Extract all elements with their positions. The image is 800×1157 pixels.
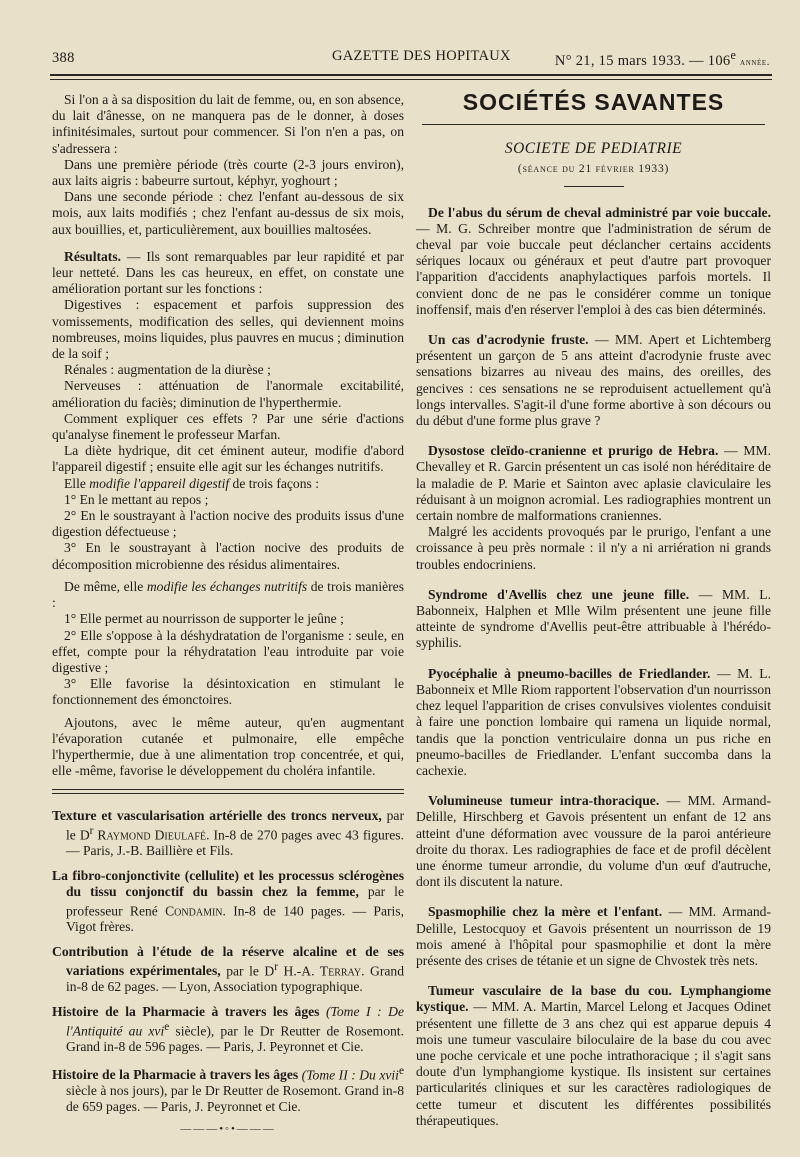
issue-text: N° 21, 15 mars 1933. — 106 [554, 52, 731, 69]
paragraph: 1° Elle permet au nourrisson de supporter le jeûne ; [64, 611, 344, 627]
ornament: ———•◦•——— [180, 1122, 276, 1135]
paragraph: 2° En le soustrayant à l'action nocive des produits issus d'une digestion défectueuse ; [52, 508, 404, 540]
biblio-text: (Tome I : De l'Antiquité au xvi [66, 1003, 404, 1039]
report-item [416, 524, 771, 573]
right-column [416, 89, 772, 1129]
biblio-text: . In-8 de 270 pages avec 43 figures. — Paris, J.-B. Baillière et Fils. [66, 827, 404, 859]
paragraph: Dans une seconde période : chez l'enfant au-dessous de six mois, aux laits modifiés ; chez l'enfant au-dessus de six mois, aux bouillies, et, particulièrement, aux bouillies maltosées. [52, 189, 404, 237]
biblio-title: Texture et vascularisation artérielle des troncs nerveux, [52, 808, 382, 824]
paragraph-text: — Ils sont remarquables par leur rapidité et par leur netteté. Dans les cas heureux, en effet, on constate une amélioration portant sur les fonctions : [52, 248, 404, 297]
biblio-author: H.-A. Terray [278, 963, 362, 979]
text-span: Elle [64, 475, 90, 491]
biblio-entry [52, 1004, 404, 1055]
seance-date: (séance du 21 février 1933) [517, 163, 670, 176]
biblio-text: . Grand in-8 de 596 pages. — Paris, J. Peyronnet et Cie. [66, 1023, 404, 1055]
biblio-title: Histoire de la Pharmacie à travers les âges [52, 1003, 320, 1019]
biblio-text: par le D [66, 808, 404, 843]
section-title: SOCIÉTÉS SAVANTES [462, 89, 725, 115]
report-title: Un cas d'acrodynie fruste. [428, 332, 589, 348]
section-divider [52, 789, 404, 794]
report-title: Dysostose cleïdo-cranienne et prurigo de Hebra. [428, 443, 719, 459]
text-span: de trois façons : [229, 475, 319, 491]
biblio-text: (Tome II : Du xvii [298, 1067, 399, 1083]
bibliography [52, 808, 404, 1114]
paragraph: Si l'on a à sa disposition du lait de femme, ou, en son absence, du lait d'ânesse, on ne manquera pas de le donner, à doses infinitésimales, surtout pour commencer. Si l'on n'en a pas, on s'adressera : [52, 92, 404, 156]
report-text: — MM. Armand-Delille, Hirschberg et Gavois présentent un enfant de 12 ans atteint d'une déformation avec voussure de la paroi antérieure droite du thorax. Les radiographies de face et de profil décèlent une énorme tumeur arrondie, du volume d'un œuf d'autruche, dont ils discutent la nature. [416, 793, 772, 890]
biblio-text: . In-8 de 140 pages. — Paris, Vigot frères. [66, 903, 404, 935]
issue-info [555, 48, 770, 70]
paragraph: 2° Elle s'oppose à la déshydratation de l'organisme : seule, en effet, compte pour la réhydratation l'eau introduite par voie digestive ; [52, 627, 404, 675]
report-title: Tumeur vasculaire de la base du cou. Lymphangiome kystique. [416, 983, 771, 1015]
paragraph: Comment expliquer ces effets ? Par une série d'actions qu'analyse finement le professeur Marfan. [52, 410, 404, 443]
section-rule [422, 124, 765, 125]
report-text: Malgré les accidents provoqués par le prurigo, l'enfant a une croissance à peu près normale : il n'y a ni arriération ni grands troubles endocriniens. [416, 524, 771, 572]
report-title: Spasmophilie chez la mère et l'enfant. [428, 904, 663, 920]
paragraph: Ajoutons, avec le même auteur, qu'en augmentant l'évaporation cutanée et pulmonaire, elle empêche l'hyperthermie, due à une alimentation trop concentrée, et qui, elle -même, favorise le développement du choléra infantile. [52, 714, 404, 779]
paragraph-lead: Résultats. [64, 248, 122, 264]
biblio-title: Histoire de la Pharmacie à travers les âges [52, 1067, 299, 1083]
header-rule [50, 74, 772, 76]
biblio-text: par le D [220, 963, 275, 979]
paragraph [52, 249, 404, 298]
paragraph: La diète hydrique, dit cet éminent auteur, modifie d'abord l'appareil digestif ; ensuite elle agit sur les échanges nutritifs. [52, 443, 404, 475]
biblio-author: Raymond Dieulafé [93, 827, 207, 843]
biblio-entry [52, 1064, 404, 1115]
biblio-sup: e [398, 1064, 404, 1077]
report-item [416, 443, 771, 524]
biblio-sup: e [164, 1020, 170, 1033]
paragraph: Dans une première période (très courte (2-3 jours environ), aux laits aigris : babeurre surtout, képhyr, yoghourt ; [52, 156, 404, 189]
paragraph [52, 476, 404, 492]
italic-span: modifie l'appareil digestif [89, 475, 230, 491]
report-text: — MM. A. Martin, Marcel Lelong et Jacques Odinet présentent une fillette de 3 ans chez qui est apparue depuis 4 mois une tumeur vasculaire biloculaire de la base du cou avec une poche cervicale et une poche intrathoracique ; il s'agit sans doute d'un lymphangiome kystique. Ils insistent sur certaines particularités cliniques et sur les caractères radiologiques de cette tumeur et discutent les différentes possibilités thérapeutiques. [416, 999, 771, 1128]
report-item [416, 205, 771, 318]
biblio-sup: r [89, 825, 94, 838]
report-text: — M. L. Babonneix et Mlle Riom rapportent l'observation d'un nourrisson chez lequel l'apparition de crises convulsives violentes conduisit à faire une ponction lombaire qui ramena un liquide normal, tandis que la ponction ventriculaire donna un pus riche en pneumo-bacilles de Friedlander. L'enfant succomba dans la cachexie. [416, 665, 771, 778]
report-text: — MM. Apert et Lichtemberg présentent un garçon de 5 ans atteint d'acrodynie fruste avec sensations bizarres au niveau des mains, des oreilles, des gencives : ces sensations ne se reproduisent actuellement qu'à longs intervalles. S'agit-il d'une forme abortive à son décours ou du début d'une forme plus grave ? [416, 332, 771, 429]
page-header [50, 48, 770, 70]
biblio-text: . Grand in-8 de 659 pages. — Paris, J. Peyronnet et Cie. [66, 1083, 404, 1114]
paragraph: 3° En le soustrayant à l'action nocive des produits de décomposition microbienne des résidus alimentaires. [52, 540, 404, 572]
report-title: De l'abus du sérum de cheval administré par voie buccale. [428, 204, 771, 220]
paragraph: Nerveuses : atténuation de l'anormale excitabilité, amélioration du faciès; diminution de l'hyperthermie. [52, 378, 404, 410]
biblio-entry [52, 868, 404, 935]
biblio-author: siècle à nos jours), par le Dr Reutter de Rosemont [66, 1083, 338, 1099]
report-title: Pyocéphalie à pneumo-bacilles de Friedlander. [428, 665, 711, 681]
text-span: de trois manières : [52, 578, 404, 611]
report-text: — MM. L. Babonneix, Halphen et Mlle Wilm présentent une jeune fille atteinte de syndrome d'Avellis peut-être attribuable à l'hérédo-syphilis. [416, 586, 771, 651]
report-text: — MM. Armand-Delille, Lestocquoy et Gavois présentent un nourrisson de 19 mois amené à l'hôpital pour spasmophilie et dont la mère présente des crises de tétanie et un signe de Chvostek très nets. [416, 904, 771, 968]
report-item [416, 666, 771, 779]
report-text: — MM. Chevalley et R. Garcin présentent un cas isolé non héréditaire de la maladie de P. Marie et Sainton avec aplasie claviculaire les réduisant à un moignon acromial. Les radiographies montrent un certain nombre de malformations craniennes. [416, 443, 771, 524]
society-title: SOCIETE DE PEDIATRIE [504, 140, 683, 158]
report-title: Volumineuse tumeur intra-thoracique. [428, 793, 660, 809]
biblio-author: siècle), par le Dr Reutter de Rosemont [169, 1023, 401, 1039]
paragraph: Digestives : espacement et parfois suppression des vomissements, modification des selles, qui deviennent moins nombreuses, moins liquides, plus pauvres en mucus ; diminution de la soif ; [52, 297, 404, 362]
text-span: De même, elle [64, 578, 147, 594]
biblio-text: . Grand in-8 de 62 pages. — Lyon, Association typographique. [66, 963, 404, 995]
page-number: 388 [52, 50, 75, 66]
issue-suffix: année. [740, 56, 770, 68]
paragraph: Rénales : augmentation de la diurèse ; [64, 362, 271, 378]
report-item [416, 793, 771, 890]
biblio-title: Contribution à l'étude de la réserve alcaline et de ses variations expérimentales, [52, 943, 404, 979]
report-title: Syndrome d'Avellis chez une jeune fille. [428, 586, 690, 602]
report-item [416, 983, 771, 1129]
biblio-sup: r [274, 960, 279, 973]
biblio-entry [52, 944, 404, 995]
biblio-author: Condamin [165, 903, 223, 919]
biblio-title: La fibro-conjonctivite (cellulite) et les processus sclérogènes du tissu conjonctif du bassin chez la femme, [52, 868, 404, 900]
left-column [52, 92, 404, 1137]
report-text: — M. G. Schreiber montre que l'administration de sérum de cheval par voie buccale peut déclancher certains accidents sériques locaux ou généraux et peut d'autre part provoquer l'apparition d'accidents anaphylactiques parfois mortels. Il convient donc de ne pas le considérer comme un tonique inoffensif, mais d'en réserver l'emploi à des cas bien déterminés. [416, 220, 771, 317]
journal-title: GAZETTE DES HOPITAUX [332, 48, 511, 64]
report-item [416, 332, 771, 429]
biblio-entry [52, 808, 404, 859]
issue-sup: e [730, 48, 737, 62]
paragraph: 3° Elle favorise la désintoxication en stimulant le fonctionnement des émonctoires. [52, 676, 404, 708]
italic-span: modifie les échanges nutritifs [146, 578, 308, 594]
paragraph: 1° En le mettant au repos ; [64, 491, 209, 507]
header-rule-thin [50, 79, 772, 80]
report-item [416, 587, 771, 652]
biblio-text: par le professeur René [66, 884, 404, 919]
report-item [416, 904, 771, 969]
paragraph [52, 579, 404, 611]
short-rule [564, 186, 624, 187]
